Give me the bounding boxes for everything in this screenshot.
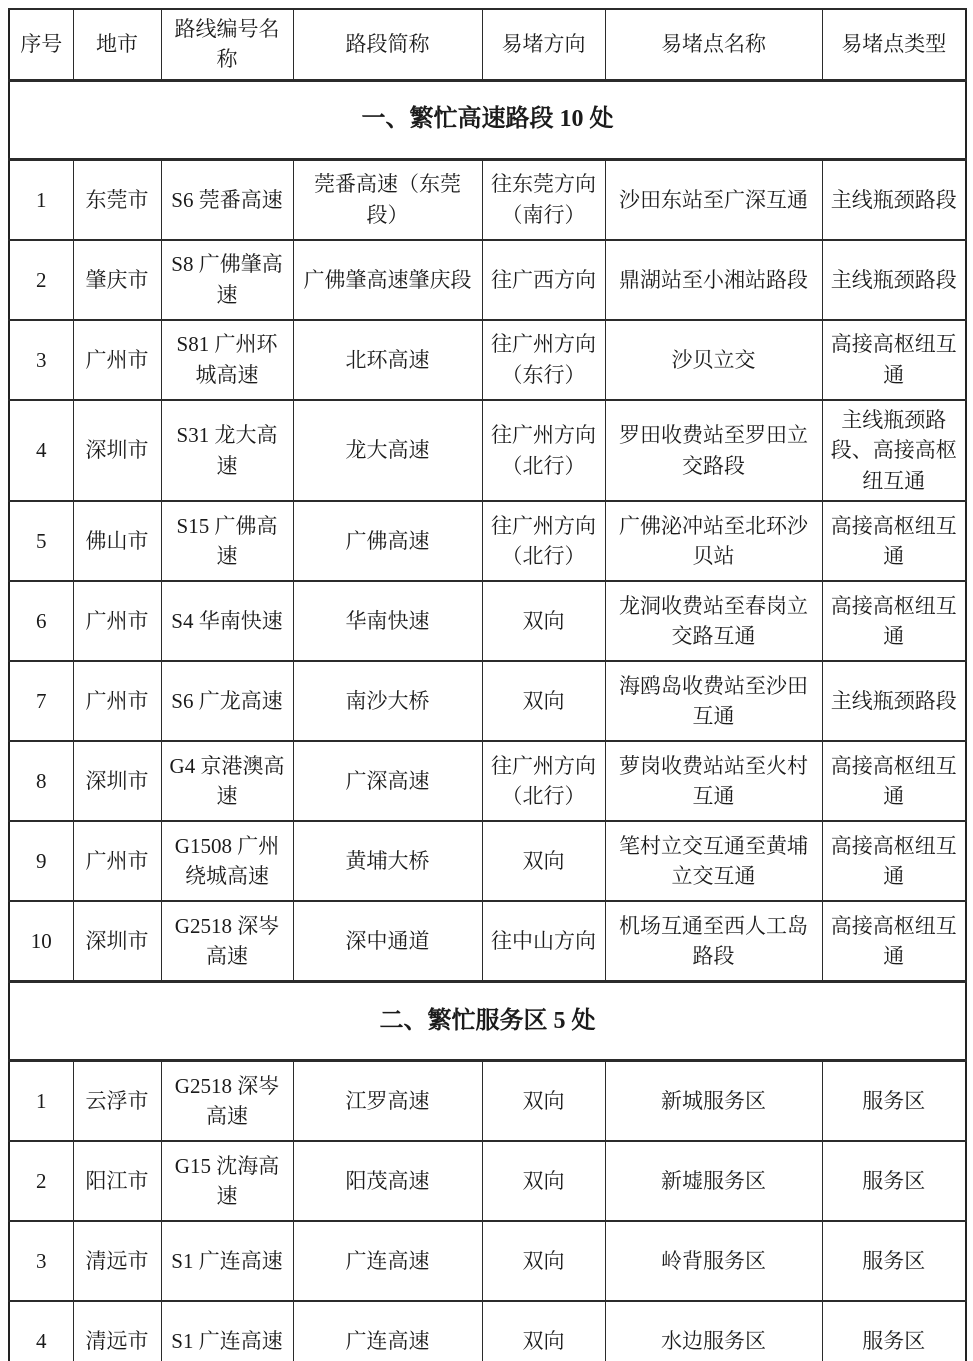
cell-direction: 双向 xyxy=(482,1061,605,1142)
cell-seq: 9 xyxy=(9,821,73,901)
cell-point-name: 新城服务区 xyxy=(605,1061,822,1142)
cell-seq: 7 xyxy=(9,661,73,741)
cell-route: G2518 深岑高速 xyxy=(161,901,293,982)
section-title-row xyxy=(9,80,966,159)
cell-seq: 1 xyxy=(9,159,73,240)
cell-direction: 双向 xyxy=(482,1301,605,1361)
cell-point-name: 龙洞收费站至春岗立交路互通 xyxy=(605,581,822,661)
cell-section: 广连高速 xyxy=(293,1221,482,1301)
cell-seq: 6 xyxy=(9,581,73,661)
table-row xyxy=(9,400,966,501)
section-title: 一、繁忙高速路段 10 处 xyxy=(9,80,966,159)
section-title: 二、繁忙服务区 5 处 xyxy=(9,982,966,1061)
cell-city: 广州市 xyxy=(73,821,161,901)
cell-city: 广州市 xyxy=(73,661,161,741)
cell-direction: 双向 xyxy=(482,581,605,661)
cell-direction: 往广西方向 xyxy=(482,240,605,320)
cell-route: G15 沈海高速 xyxy=(161,1141,293,1221)
cell-point-name: 新墟服务区 xyxy=(605,1141,822,1221)
table-row xyxy=(9,581,966,661)
cell-direction: 往广州方向（北行） xyxy=(482,741,605,821)
cell-seq: 3 xyxy=(9,320,73,400)
cell-city: 东莞市 xyxy=(73,159,161,240)
cell-city: 云浮市 xyxy=(73,1061,161,1142)
cell-route: S6 莞番高速 xyxy=(161,159,293,240)
cell-point-type: 主线瓶颈路段 xyxy=(822,661,966,741)
cell-route: S15 广佛高速 xyxy=(161,501,293,581)
cell-city: 清远市 xyxy=(73,1221,161,1301)
cell-city: 深圳市 xyxy=(73,400,161,501)
table-row xyxy=(9,501,966,581)
cell-route: S1 广连高速 xyxy=(161,1301,293,1361)
section-title-row xyxy=(9,982,966,1061)
cell-seq: 8 xyxy=(9,741,73,821)
cell-point-name: 萝岗收费站站至火村互通 xyxy=(605,741,822,821)
cell-section: 广连高速 xyxy=(293,1301,482,1361)
table-row xyxy=(9,901,966,982)
table-row xyxy=(9,320,966,400)
cell-point-name: 笔村立交互通至黄埔立交互通 xyxy=(605,821,822,901)
cell-point-type: 高接高枢纽互通 xyxy=(822,581,966,661)
cell-seq: 10 xyxy=(9,901,73,982)
cell-point-type: 服务区 xyxy=(822,1301,966,1361)
cell-point-name: 罗田收费站至罗田立交路段 xyxy=(605,400,822,501)
cell-direction: 往广州方向（北行） xyxy=(482,400,605,501)
cell-point-type: 服务区 xyxy=(822,1141,966,1221)
table-row xyxy=(9,661,966,741)
cell-city: 广州市 xyxy=(73,581,161,661)
cell-route: S6 广龙高速 xyxy=(161,661,293,741)
cell-point-name: 水边服务区 xyxy=(605,1301,822,1361)
cell-direction: 双向 xyxy=(482,661,605,741)
cell-point-type: 服务区 xyxy=(822,1061,966,1142)
column-header-route: 路线编号名称 xyxy=(161,9,293,80)
cell-route: G4 京港澳高速 xyxy=(161,741,293,821)
cell-point-name: 岭背服务区 xyxy=(605,1221,822,1301)
cell-route: G2518 深岑高速 xyxy=(161,1061,293,1142)
table-row xyxy=(9,1221,966,1301)
cell-point-name: 海鸥岛收费站至沙田互通 xyxy=(605,661,822,741)
column-header-section: 路段简称 xyxy=(293,9,482,80)
cell-section: 龙大高速 xyxy=(293,400,482,501)
cell-point-name: 沙田东站至广深互通 xyxy=(605,159,822,240)
cell-point-type: 主线瓶颈路段 xyxy=(822,159,966,240)
cell-section: 江罗高速 xyxy=(293,1061,482,1142)
table-body xyxy=(9,80,966,1361)
cell-section: 华南快速 xyxy=(293,581,482,661)
cell-direction: 往中山方向 xyxy=(482,901,605,982)
cell-seq: 1 xyxy=(9,1061,73,1142)
cell-direction: 双向 xyxy=(482,821,605,901)
cell-point-type: 服务区 xyxy=(822,1221,966,1301)
cell-seq: 4 xyxy=(9,1301,73,1361)
cell-city: 佛山市 xyxy=(73,501,161,581)
cell-city: 阳江市 xyxy=(73,1141,161,1221)
cell-point-type: 高接高枢纽互通 xyxy=(822,901,966,982)
cell-route: S8 广佛肇高速 xyxy=(161,240,293,320)
cell-point-name: 广佛泌冲站至北环沙贝站 xyxy=(605,501,822,581)
cell-point-name: 机场互通至西人工岛路段 xyxy=(605,901,822,982)
table-header xyxy=(9,9,966,80)
cell-direction: 往广州方向（东行） xyxy=(482,320,605,400)
column-header-point-name: 易堵点名称 xyxy=(605,9,822,80)
cell-point-name: 沙贝立交 xyxy=(605,320,822,400)
cell-direction: 往广州方向（北行） xyxy=(482,501,605,581)
cell-direction: 双向 xyxy=(482,1221,605,1301)
cell-section: 北环高速 xyxy=(293,320,482,400)
cell-section: 莞番高速（东莞段） xyxy=(293,159,482,240)
cell-seq: 2 xyxy=(9,1141,73,1221)
cell-point-type: 主线瓶颈路段、高接高枢纽互通 xyxy=(822,400,966,501)
column-header-seq: 序号 xyxy=(9,9,73,80)
cell-direction: 双向 xyxy=(482,1141,605,1221)
cell-section: 南沙大桥 xyxy=(293,661,482,741)
cell-city: 肇庆市 xyxy=(73,240,161,320)
table-row xyxy=(9,821,966,901)
cell-seq: 3 xyxy=(9,1221,73,1301)
table-row xyxy=(9,1061,966,1142)
column-header-city: 地市 xyxy=(73,9,161,80)
column-header-direction: 易堵方向 xyxy=(482,9,605,80)
cell-route: S4 华南快速 xyxy=(161,581,293,661)
table-row xyxy=(9,1301,966,1361)
cell-direction: 往东莞方向（南行） xyxy=(482,159,605,240)
table-row xyxy=(9,240,966,320)
cell-point-type: 高接高枢纽互通 xyxy=(822,741,966,821)
cell-section: 广佛高速 xyxy=(293,501,482,581)
cell-route: S1 广连高速 xyxy=(161,1221,293,1301)
cell-point-type: 高接高枢纽互通 xyxy=(822,501,966,581)
cell-route: S81 广州环城高速 xyxy=(161,320,293,400)
cell-section: 广深高速 xyxy=(293,741,482,821)
cell-city: 广州市 xyxy=(73,320,161,400)
cell-section: 广佛肇高速肇庆段 xyxy=(293,240,482,320)
cell-section: 黄埔大桥 xyxy=(293,821,482,901)
table-row xyxy=(9,1141,966,1221)
cell-route: S31 龙大高速 xyxy=(161,400,293,501)
cell-point-name: 鼎湖站至小湘站路段 xyxy=(605,240,822,320)
cell-city: 深圳市 xyxy=(73,901,161,982)
cell-point-type: 高接高枢纽互通 xyxy=(822,320,966,400)
cell-seq: 2 xyxy=(9,240,73,320)
table-row xyxy=(9,741,966,821)
cell-seq: 4 xyxy=(9,400,73,501)
column-header-point-type: 易堵点类型 xyxy=(822,9,966,80)
table-row xyxy=(9,159,966,240)
header-row xyxy=(9,9,966,80)
cell-section: 阳茂高速 xyxy=(293,1141,482,1221)
cell-route: G1508 广州绕城高速 xyxy=(161,821,293,901)
cell-point-type: 高接高枢纽互通 xyxy=(822,821,966,901)
cell-seq: 5 xyxy=(9,501,73,581)
cell-section: 深中通道 xyxy=(293,901,482,982)
congestion-table xyxy=(8,8,967,1361)
cell-point-type: 主线瓶颈路段 xyxy=(822,240,966,320)
cell-city: 清远市 xyxy=(73,1301,161,1361)
cell-city: 深圳市 xyxy=(73,741,161,821)
